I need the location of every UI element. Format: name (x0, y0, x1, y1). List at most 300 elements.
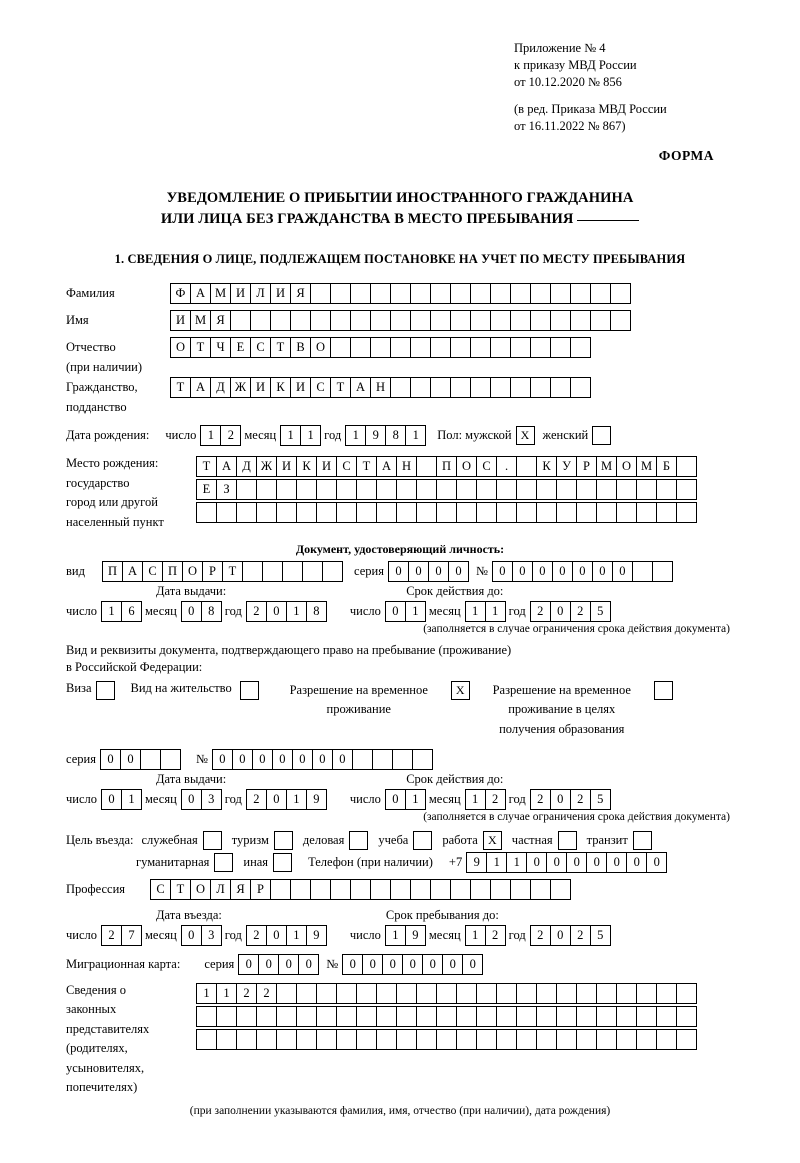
form-cell[interactable] (530, 337, 551, 358)
form-cell[interactable]: 9 (466, 852, 487, 873)
form-cell[interactable] (310, 879, 331, 900)
form-cell[interactable]: Р (250, 879, 271, 900)
form-cell[interactable] (276, 1006, 297, 1027)
form-cell[interactable] (536, 1029, 557, 1050)
form-cell[interactable]: Т (222, 561, 243, 582)
form-cell[interactable]: П (102, 561, 123, 582)
form-cell[interactable] (262, 561, 283, 582)
form-cell[interactable] (430, 377, 451, 398)
form-cell[interactable]: 0 (626, 852, 647, 873)
form-cell[interactable] (636, 1029, 657, 1050)
form-cell[interactable] (370, 337, 391, 358)
form-cell[interactable]: 0 (266, 601, 287, 622)
form-cell[interactable] (390, 377, 411, 398)
form-cell[interactable] (310, 283, 331, 304)
form-cell[interactable] (356, 1029, 377, 1050)
form-cell[interactable] (330, 879, 351, 900)
form-cell[interactable] (576, 1006, 597, 1027)
visa-checkbox[interactable] (96, 681, 115, 700)
form-cell[interactable]: У (556, 456, 577, 477)
form-cell[interactable] (296, 1029, 317, 1050)
form-cell[interactable]: Д (210, 377, 231, 398)
form-cell[interactable]: 0 (550, 789, 571, 810)
form-cell[interactable] (590, 310, 611, 331)
form-cell[interactable] (316, 1006, 337, 1027)
form-cell[interactable]: Н (396, 456, 417, 477)
sd-valid-day-input[interactable] (385, 789, 425, 810)
form-cell[interactable] (530, 377, 551, 398)
form-cell[interactable]: С (310, 377, 331, 398)
form-cell[interactable]: 5 (590, 925, 611, 946)
form-cell[interactable]: А (190, 377, 211, 398)
form-cell[interactable] (416, 456, 437, 477)
form-cell[interactable] (616, 479, 637, 500)
sex-male-checkbox[interactable]: Х (516, 426, 535, 445)
form-cell[interactable]: 3 (201, 925, 222, 946)
form-cell[interactable] (410, 283, 431, 304)
form-cell[interactable] (596, 479, 617, 500)
form-cell[interactable]: 0 (462, 954, 483, 975)
form-cell[interactable] (470, 337, 491, 358)
form-cell[interactable] (676, 456, 697, 477)
form-cell[interactable] (196, 502, 217, 523)
form-cell[interactable] (450, 879, 471, 900)
form-cell[interactable]: М (636, 456, 657, 477)
form-cell[interactable] (256, 1006, 277, 1027)
identity-doc-series-input[interactable] (388, 561, 468, 582)
form-cell[interactable]: А (190, 283, 211, 304)
form-cell[interactable] (236, 1006, 257, 1027)
form-cell[interactable]: Д (236, 456, 257, 477)
form-cell[interactable] (570, 283, 591, 304)
form-cell[interactable]: 8 (385, 425, 406, 446)
purpose-option-checkbox[interactable] (203, 831, 222, 850)
form-cell[interactable] (556, 502, 577, 523)
form-cell[interactable]: 9 (306, 789, 327, 810)
form-cell[interactable] (516, 1029, 537, 1050)
form-cell[interactable] (596, 1029, 617, 1050)
form-cell[interactable]: 0 (101, 789, 122, 810)
form-cell[interactable] (236, 1029, 257, 1050)
form-cell[interactable] (550, 879, 571, 900)
form-cell[interactable]: 2 (246, 789, 267, 810)
form-cell[interactable]: Т (190, 337, 211, 358)
form-cell[interactable] (416, 1006, 437, 1027)
form-cell[interactable] (276, 479, 297, 500)
form-cell[interactable]: Т (356, 456, 377, 477)
form-cell[interactable]: 1 (280, 425, 301, 446)
sd-valid-month-input[interactable] (465, 789, 505, 810)
form-cell[interactable] (556, 1029, 577, 1050)
form-cell[interactable]: 0 (546, 852, 567, 873)
form-cell[interactable] (256, 479, 277, 500)
entry-day-input[interactable] (101, 925, 141, 946)
id-issue-month-input[interactable] (181, 601, 221, 622)
form-cell[interactable]: А (122, 561, 143, 582)
form-cell[interactable] (656, 1029, 677, 1050)
form-cell[interactable]: 0 (258, 954, 279, 975)
form-cell[interactable] (282, 561, 303, 582)
form-cell[interactable] (322, 561, 343, 582)
form-cell[interactable]: 1 (345, 425, 366, 446)
form-cell[interactable]: Е (196, 479, 217, 500)
form-cell[interactable]: 1 (200, 425, 221, 446)
form-cell[interactable] (350, 337, 371, 358)
form-cell[interactable] (376, 479, 397, 500)
form-cell[interactable] (636, 502, 657, 523)
form-cell[interactable] (470, 377, 491, 398)
form-cell[interactable]: 0 (606, 852, 627, 873)
form-cell[interactable]: 2 (570, 601, 591, 622)
sd-issue-month-input[interactable] (181, 789, 221, 810)
form-cell[interactable] (242, 561, 263, 582)
form-cell[interactable] (216, 502, 237, 523)
form-cell[interactable] (330, 283, 351, 304)
form-cell[interactable] (430, 879, 451, 900)
form-cell[interactable]: 0 (292, 749, 313, 770)
form-cell[interactable] (490, 337, 511, 358)
profession-input[interactable] (150, 879, 570, 900)
form-cell[interactable] (450, 377, 471, 398)
form-cell[interactable]: 0 (448, 561, 469, 582)
sd-valid-year-input[interactable] (530, 789, 610, 810)
form-cell[interactable]: 0 (592, 561, 613, 582)
form-cell[interactable]: Я (290, 283, 311, 304)
form-cell[interactable]: 0 (272, 749, 293, 770)
birth-day-input[interactable] (200, 425, 240, 446)
form-cell[interactable]: 0 (402, 954, 423, 975)
form-cell[interactable]: 0 (532, 561, 553, 582)
form-cell[interactable] (576, 983, 597, 1004)
form-cell[interactable] (376, 1029, 397, 1050)
form-cell[interactable]: Б (656, 456, 677, 477)
form-cell[interactable] (430, 283, 451, 304)
form-cell[interactable] (370, 310, 391, 331)
form-cell[interactable] (352, 749, 373, 770)
form-cell[interactable] (616, 1029, 637, 1050)
citizenship-input[interactable] (170, 377, 590, 398)
form-cell[interactable] (570, 310, 591, 331)
identity-doc-number-input[interactable] (492, 561, 672, 582)
form-cell[interactable]: 2 (236, 983, 257, 1004)
surname-input[interactable] (170, 283, 630, 304)
form-cell[interactable]: Т (170, 377, 191, 398)
form-cell[interactable]: И (316, 456, 337, 477)
form-cell[interactable]: 1 (465, 925, 486, 946)
form-cell[interactable] (390, 879, 411, 900)
form-cell[interactable]: 1 (485, 601, 506, 622)
form-cell[interactable]: 0 (382, 954, 403, 975)
form-cell[interactable]: 0 (612, 561, 633, 582)
form-cell[interactable] (476, 1006, 497, 1027)
form-cell[interactable] (316, 983, 337, 1004)
form-cell[interactable]: 2 (530, 925, 551, 946)
form-cell[interactable] (356, 983, 377, 1004)
form-cell[interactable] (336, 983, 357, 1004)
form-cell[interactable]: 0 (232, 749, 253, 770)
form-cell[interactable] (296, 479, 317, 500)
form-cell[interactable] (450, 283, 471, 304)
birth-month-input[interactable] (280, 425, 320, 446)
form-cell[interactable] (376, 983, 397, 1004)
form-cell[interactable]: 6 (121, 601, 142, 622)
form-cell[interactable]: К (270, 377, 291, 398)
form-cell[interactable]: И (270, 283, 291, 304)
form-cell[interactable]: 1 (216, 983, 237, 1004)
form-cell[interactable] (276, 983, 297, 1004)
form-cell[interactable] (550, 310, 571, 331)
form-cell[interactable] (536, 502, 557, 523)
form-cell[interactable]: Ж (230, 377, 251, 398)
form-cell[interactable]: 2 (220, 425, 241, 446)
form-cell[interactable] (436, 1006, 457, 1027)
form-cell[interactable] (476, 1029, 497, 1050)
form-cell[interactable]: 0 (526, 852, 547, 873)
identity-doc-type-input[interactable] (102, 561, 342, 582)
form-cell[interactable] (456, 502, 477, 523)
form-cell[interactable] (416, 983, 437, 1004)
form-cell[interactable]: А (350, 377, 371, 398)
form-cell[interactable] (556, 983, 577, 1004)
representatives-row-2-input[interactable] (196, 1006, 696, 1027)
form-cell[interactable]: П (162, 561, 183, 582)
form-cell[interactable] (296, 1006, 317, 1027)
form-cell[interactable]: 1 (506, 852, 527, 873)
form-cell[interactable] (372, 749, 393, 770)
form-cell[interactable] (436, 983, 457, 1004)
form-cell[interactable] (496, 1029, 517, 1050)
form-cell[interactable]: 0 (586, 852, 607, 873)
form-cell[interactable] (350, 879, 371, 900)
form-cell[interactable] (256, 1029, 277, 1050)
form-cell[interactable] (516, 983, 537, 1004)
residence-permit-checkbox[interactable] (240, 681, 259, 700)
form-cell[interactable] (350, 283, 371, 304)
form-cell[interactable] (436, 479, 457, 500)
form-cell[interactable] (550, 377, 571, 398)
form-cell[interactable]: 0 (212, 749, 233, 770)
form-cell[interactable] (450, 310, 471, 331)
form-cell[interactable] (490, 879, 511, 900)
form-cell[interactable] (456, 1006, 477, 1027)
form-cell[interactable]: 1 (465, 789, 486, 810)
form-cell[interactable]: 0 (552, 561, 573, 582)
form-cell[interactable] (676, 1006, 697, 1027)
form-cell[interactable] (356, 502, 377, 523)
form-cell[interactable] (490, 377, 511, 398)
form-cell[interactable]: Р (576, 456, 597, 477)
form-cell[interactable] (410, 879, 431, 900)
form-cell[interactable]: М (210, 283, 231, 304)
form-cell[interactable] (410, 310, 431, 331)
form-cell[interactable] (470, 310, 491, 331)
form-cell[interactable] (530, 283, 551, 304)
form-cell[interactable]: 9 (365, 425, 386, 446)
form-cell[interactable] (536, 479, 557, 500)
form-cell[interactable] (276, 502, 297, 523)
form-cell[interactable] (436, 502, 457, 523)
edu-residence-checkbox[interactable] (654, 681, 673, 700)
purpose-option-checkbox[interactable] (633, 831, 652, 850)
form-cell[interactable] (350, 310, 371, 331)
form-cell[interactable] (236, 479, 257, 500)
form-cell[interactable]: 1 (486, 852, 507, 873)
form-cell[interactable] (510, 377, 531, 398)
form-cell[interactable] (330, 337, 351, 358)
representatives-row-1-input[interactable] (196, 983, 696, 1004)
form-cell[interactable]: 0 (100, 749, 121, 770)
form-cell[interactable] (570, 337, 591, 358)
form-cell[interactable] (196, 1006, 217, 1027)
form-cell[interactable]: 0 (566, 852, 587, 873)
form-cell[interactable] (470, 283, 491, 304)
form-cell[interactable] (676, 502, 697, 523)
form-cell[interactable]: 7 (121, 925, 142, 946)
form-cell[interactable] (302, 561, 323, 582)
form-cell[interactable]: 0 (646, 852, 667, 873)
form-cell[interactable] (632, 561, 653, 582)
form-cell[interactable] (336, 502, 357, 523)
form-cell[interactable] (596, 502, 617, 523)
form-cell[interactable] (556, 1006, 577, 1027)
form-cell[interactable] (412, 749, 433, 770)
migration-card-number-input[interactable] (342, 954, 482, 975)
form-cell[interactable]: 0 (550, 925, 571, 946)
id-valid-month-input[interactable] (465, 601, 505, 622)
form-cell[interactable] (396, 479, 417, 500)
form-cell[interactable]: 0 (120, 749, 141, 770)
form-cell[interactable] (316, 479, 337, 500)
form-cell[interactable] (616, 502, 637, 523)
form-cell[interactable]: 0 (266, 925, 287, 946)
form-cell[interactable] (296, 983, 317, 1004)
form-cell[interactable] (416, 502, 437, 523)
form-cell[interactable] (496, 983, 517, 1004)
form-cell[interactable]: А (376, 456, 397, 477)
form-cell[interactable]: 0 (492, 561, 513, 582)
form-cell[interactable] (416, 479, 437, 500)
stay-day-input[interactable] (385, 925, 425, 946)
form-cell[interactable] (596, 983, 617, 1004)
form-cell[interactable]: 0 (298, 954, 319, 975)
form-cell[interactable]: 0 (385, 601, 406, 622)
form-cell[interactable]: 8 (201, 601, 222, 622)
purpose-option-checkbox[interactable] (273, 853, 292, 872)
form-cell[interactable] (676, 1029, 697, 1050)
patronymic-input[interactable] (170, 337, 590, 358)
sd-issue-day-input[interactable] (101, 789, 141, 810)
form-cell[interactable] (570, 377, 591, 398)
form-cell[interactable]: С (150, 879, 171, 900)
form-cell[interactable]: О (182, 561, 203, 582)
form-cell[interactable] (576, 502, 597, 523)
form-cell[interactable]: К (536, 456, 557, 477)
form-cell[interactable] (270, 879, 291, 900)
form-cell[interactable]: 1 (405, 789, 426, 810)
form-cell[interactable] (376, 1006, 397, 1027)
form-cell[interactable]: 2 (485, 789, 506, 810)
form-cell[interactable]: С (336, 456, 357, 477)
form-cell[interactable] (290, 310, 311, 331)
form-cell[interactable]: 0 (266, 789, 287, 810)
stay-month-input[interactable] (465, 925, 505, 946)
form-cell[interactable] (196, 1029, 217, 1050)
form-cell[interactable] (656, 983, 677, 1004)
form-cell[interactable]: 1 (121, 789, 142, 810)
form-cell[interactable]: 0 (252, 749, 273, 770)
form-cell[interactable] (330, 310, 351, 331)
form-cell[interactable] (636, 983, 657, 1004)
form-cell[interactable] (496, 1006, 517, 1027)
form-cell[interactable] (336, 1006, 357, 1027)
form-cell[interactable] (510, 337, 531, 358)
sex-female-checkbox[interactable] (592, 426, 611, 445)
form-cell[interactable] (610, 310, 631, 331)
purpose-option-checkbox[interactable] (558, 831, 577, 850)
form-cell[interactable]: М (190, 310, 211, 331)
form-cell[interactable] (436, 1029, 457, 1050)
temp-residence-checkbox[interactable]: Х (451, 681, 470, 700)
form-cell[interactable] (556, 479, 577, 500)
form-cell[interactable]: М (596, 456, 617, 477)
form-cell[interactable]: Т (330, 377, 351, 398)
form-cell[interactable] (230, 310, 251, 331)
form-cell[interactable]: И (290, 377, 311, 398)
form-cell[interactable]: 3 (201, 789, 222, 810)
form-cell[interactable] (576, 479, 597, 500)
form-cell[interactable] (656, 502, 677, 523)
form-cell[interactable] (510, 283, 531, 304)
form-cell[interactable] (336, 1029, 357, 1050)
form-cell[interactable] (370, 879, 391, 900)
form-cell[interactable]: 0 (238, 954, 259, 975)
form-cell[interactable]: 1 (405, 425, 426, 446)
form-cell[interactable] (456, 983, 477, 1004)
form-cell[interactable] (390, 310, 411, 331)
form-cell[interactable] (636, 479, 657, 500)
form-cell[interactable]: О (190, 879, 211, 900)
form-cell[interactable]: Ж (256, 456, 277, 477)
form-cell[interactable]: О (170, 337, 191, 358)
form-cell[interactable]: 1 (196, 983, 217, 1004)
purpose-option-checkbox[interactable]: Х (483, 831, 502, 850)
form-cell[interactable]: 2 (570, 789, 591, 810)
form-cell[interactable]: 1 (385, 925, 406, 946)
form-cell[interactable] (236, 502, 257, 523)
form-cell[interactable] (550, 337, 571, 358)
form-cell[interactable] (676, 479, 697, 500)
form-cell[interactable] (476, 479, 497, 500)
form-cell[interactable] (356, 1006, 377, 1027)
form-cell[interactable] (396, 983, 417, 1004)
form-cell[interactable]: И (170, 310, 191, 331)
form-cell[interactable]: К (296, 456, 317, 477)
form-cell[interactable]: О (616, 456, 637, 477)
form-cell[interactable]: Л (250, 283, 271, 304)
form-cell[interactable]: . (496, 456, 517, 477)
form-cell[interactable] (356, 479, 377, 500)
form-cell[interactable]: 0 (388, 561, 409, 582)
form-cell[interactable] (316, 1029, 337, 1050)
form-cell[interactable] (510, 879, 531, 900)
form-cell[interactable]: 1 (286, 925, 307, 946)
form-cell[interactable]: 1 (465, 601, 486, 622)
form-cell[interactable] (216, 1029, 237, 1050)
birthplace-row-1-input[interactable] (196, 456, 696, 477)
form-cell[interactable] (656, 1006, 677, 1027)
form-cell[interactable] (636, 1006, 657, 1027)
form-cell[interactable] (256, 502, 277, 523)
